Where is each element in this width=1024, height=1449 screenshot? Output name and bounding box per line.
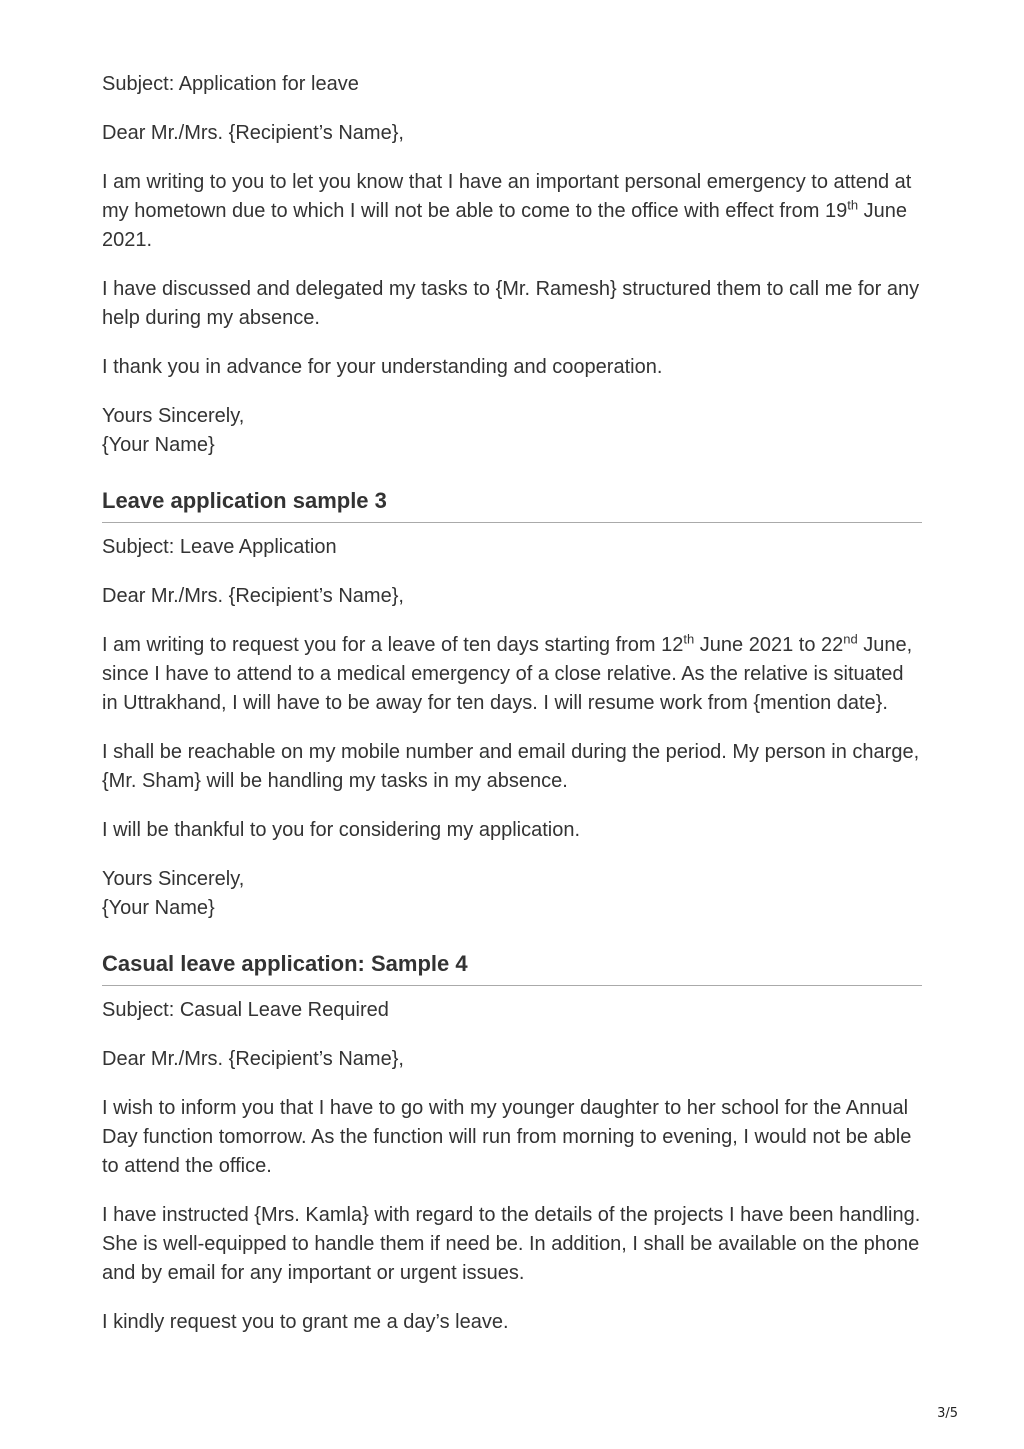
body-paragraph: I kindly request you to grant me a day’s leave. <box>102 1311 509 1333</box>
body-paragraph: I have instructed {Mrs. Kamla} with regard to the details of the projects I have been handling. She is well-equipped to handle them if need be. In addition, I shall be available on the phone and by email for any important or urgent issues. <box>102 1204 921 1284</box>
ordinal-suffix: nd <box>843 631 858 647</box>
signature: {Your Name} <box>102 434 215 456</box>
ordinal-suffix: th <box>683 631 695 647</box>
body-paragraph: I will be thankful to you for considering my application. <box>102 819 581 841</box>
document-body <box>102 70 922 1357</box>
leave-sample-3 <box>102 486 922 923</box>
leave-sample-4 <box>102 949 922 1337</box>
body-paragraph: I have discussed and delegated my tasks to {Mr. Ramesh} structured them to call me for any help during my absence. <box>102 278 920 329</box>
closing: Yours Sincerely, <box>102 405 245 427</box>
paragraph-text: June, since I have to attend to a medical emergency of a close relative. As the relative is situated in Uttrakhand, I will have to be away for ten days. I will resume work from {mention date}. <box>102 634 913 714</box>
page-number: 3/5 <box>937 1406 958 1421</box>
ordinal-suffix: th <box>847 197 859 213</box>
body-paragraph: I thank you in advance for your understanding and cooperation. <box>102 356 663 378</box>
paragraph-text: I am writing to request you for a leave of ten days starting from 12 <box>102 634 684 656</box>
paragraph-text: June 2021. <box>102 200 907 251</box>
salutation: Dear Mr./Mrs. {Recipient’s Name}, <box>102 1048 404 1070</box>
salutation: Dear Mr./Mrs. {Recipient’s Name}, <box>102 122 404 144</box>
body-paragraph <box>102 168 922 255</box>
leave-sample-2 <box>102 70 922 460</box>
signature-block <box>102 402 922 460</box>
subject-line: Subject: Casual Leave Required <box>102 999 389 1021</box>
body-paragraph <box>102 631 922 718</box>
section-heading: Leave application sample 3 <box>102 486 922 523</box>
paragraph-text: June 2021 to 22 <box>694 634 844 656</box>
signature: {Your Name} <box>102 897 215 919</box>
signature-block <box>102 865 922 923</box>
section-heading: Casual leave application: Sample 4 <box>102 949 922 986</box>
paragraph-text: I am writing to you to let you know that I have an important personal emergency to attend at my hometown due to which I will not be able to come to the office with effect from 19 <box>102 171 912 222</box>
salutation: Dear Mr./Mrs. {Recipient’s Name}, <box>102 585 404 607</box>
subject-line: Subject: Leave Application <box>102 536 337 558</box>
closing: Yours Sincerely, <box>102 868 245 890</box>
subject-line: Subject: Application for leave <box>102 73 359 95</box>
body-paragraph: I wish to inform you that I have to go with my younger daughter to her school for the Annual Day function tomorrow. As the function will run from morning to evening, I would not be able to attend the office. <box>102 1097 912 1177</box>
body-paragraph: I shall be reachable on my mobile number and email during the period. My person in charge, {Mr. Sham} will be handling my tasks in my absence. <box>102 741 920 792</box>
